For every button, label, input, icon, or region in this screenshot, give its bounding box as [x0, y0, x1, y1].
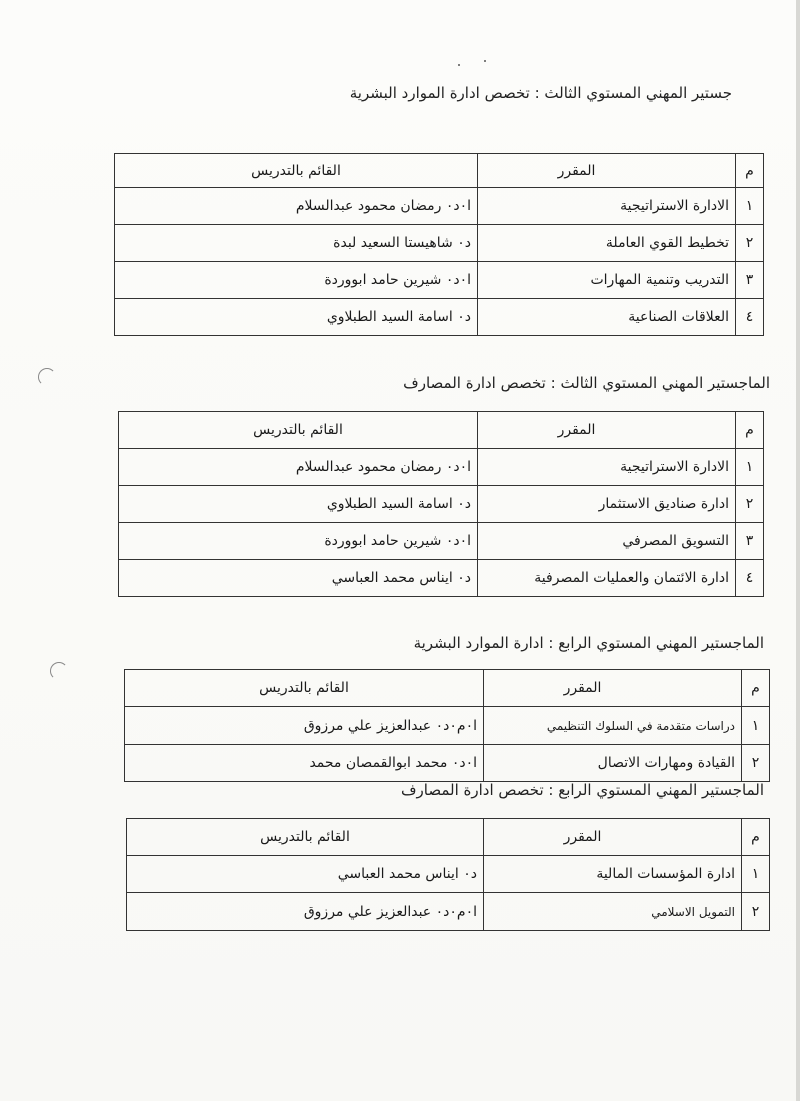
- table-header-row: [125, 670, 770, 707]
- row-teacher: ا٠د٠ شيرين حامد ابووردة: [119, 523, 478, 560]
- table-row: [125, 745, 770, 782]
- course-table: [126, 818, 770, 931]
- section-title: الماجستير المهني المستوي الثالث : تخصص ادارة المصارف: [403, 374, 770, 392]
- punch-hole-mark: [50, 662, 68, 680]
- row-teacher: ا٠د٠ محمد ابوالقمصان محمد: [125, 745, 484, 782]
- header-course: المقرر: [478, 154, 736, 188]
- row-course: الادارة الاستراتيجية: [478, 188, 736, 225]
- header-course: المقرر: [478, 412, 736, 449]
- table-header-row: [119, 412, 764, 449]
- section-title: جستير المهني المستوي الثالث : تخصص ادارة الموارد البشرية: [349, 84, 732, 102]
- row-course: ادارة صناديق الاستثمار: [478, 486, 736, 523]
- table-header-row: [115, 154, 764, 188]
- table-row: [119, 486, 764, 523]
- row-course: الادارة الاستراتيجية: [478, 449, 736, 486]
- row-course: تخطيط القوي العاملة: [478, 225, 736, 262]
- row-num: ١: [742, 856, 770, 893]
- header-num: م: [742, 670, 770, 707]
- row-course: العلاقات الصناعية: [478, 299, 736, 336]
- row-num: ١: [736, 188, 764, 225]
- header-num: م: [742, 819, 770, 856]
- header-teacher: القائم بالتدريس: [119, 412, 478, 449]
- table-row: [119, 449, 764, 486]
- row-num: ٤: [736, 299, 764, 336]
- row-teacher: د٠ اسامة السيد الطبلاوي: [119, 486, 478, 523]
- row-course: ادارة الائتمان والعمليات المصرفية: [478, 560, 736, 597]
- row-num: ٣: [736, 523, 764, 560]
- header-course: المقرر: [484, 819, 742, 856]
- row-course: دراسات متقدمة في السلوك التنظيمي: [484, 707, 742, 745]
- header-num: م: [736, 154, 764, 188]
- header-num: م: [736, 412, 764, 449]
- page-edge: [796, 0, 800, 1101]
- table-row: [127, 893, 770, 931]
- row-num: ٢: [742, 745, 770, 782]
- course-table: [124, 669, 770, 782]
- row-course: القيادة ومهارات الاتصال: [484, 745, 742, 782]
- section-title: الماجستير المهني المستوي الرابع : ادارة الموارد البشرية: [413, 634, 764, 652]
- row-teacher: ا٠م٠د٠ عبدالعزيز علي مرزوق: [125, 707, 484, 745]
- header-course: المقرر: [484, 670, 742, 707]
- row-teacher: ا٠د٠ رمضان محمود عبدالسلام: [115, 188, 478, 225]
- course-table: [114, 153, 764, 336]
- table-row: [115, 299, 764, 336]
- table-row: [115, 262, 764, 299]
- table-row: [119, 523, 764, 560]
- row-num: ١: [736, 449, 764, 486]
- section-title: الماجستير المهني المستوي الرابع : تخصص ادارة المصارف: [400, 781, 764, 799]
- row-course: التسويق المصرفي: [478, 523, 736, 560]
- row-teacher: ا٠د٠ رمضان محمود عبدالسلام: [119, 449, 478, 486]
- header-teacher: القائم بالتدريس: [127, 819, 484, 856]
- row-course: التدريب وتنمية المهارات: [478, 262, 736, 299]
- row-teacher: ا٠د٠ شيرين حامد ابووردة: [115, 262, 478, 299]
- table-row: [125, 707, 770, 745]
- header-teacher: القائم بالتدريس: [115, 154, 478, 188]
- row-num: ٢: [736, 486, 764, 523]
- punch-hole-mark: [38, 368, 56, 386]
- table-row: [115, 225, 764, 262]
- row-num: ١: [742, 707, 770, 745]
- table-row: [119, 560, 764, 597]
- table-header-row: [127, 819, 770, 856]
- row-teacher: د٠ اسامة السيد الطبلاوي: [115, 299, 478, 336]
- row-teacher: د٠ ايناس محمد العباسي: [119, 560, 478, 597]
- row-teacher: ا٠م٠د٠ عبدالعزيز علي مرزوق: [127, 893, 484, 931]
- row-course: ادارة المؤسسات المالية: [484, 856, 742, 893]
- speck: [458, 64, 460, 66]
- table-row: [127, 856, 770, 893]
- row-teacher: د٠ ايناس محمد العباسي: [127, 856, 484, 893]
- row-teacher: د٠ شاهيستا السعيد لبدة: [115, 225, 478, 262]
- row-num: ٤: [736, 560, 764, 597]
- table-row: [115, 188, 764, 225]
- course-table: [118, 411, 764, 597]
- speck: [484, 60, 486, 62]
- header-teacher: القائم بالتدريس: [125, 670, 484, 707]
- row-num: ٢: [742, 893, 770, 931]
- row-num: ٣: [736, 262, 764, 299]
- row-num: ٢: [736, 225, 764, 262]
- row-course: التمويل الاسلامي: [484, 893, 742, 931]
